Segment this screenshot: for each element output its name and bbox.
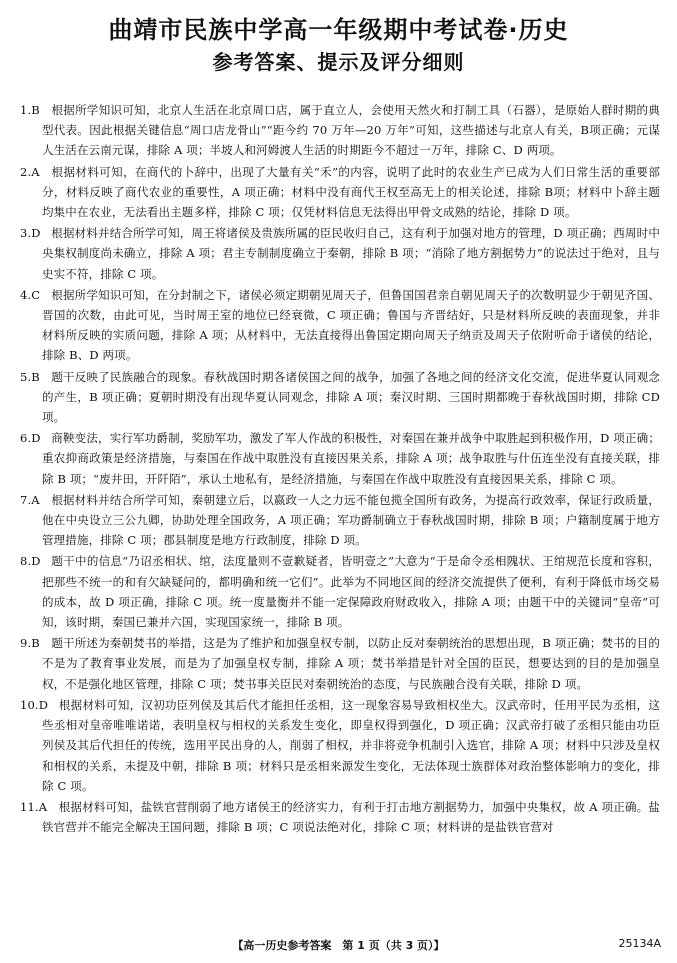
item-explanation: 根据材料可知，在商代的卜辞中，出现了大量有关“禾”的内容，说明了此时的农业生产已成为人们日常生活的重要部分，材料反映了商代农业的重要性，A 项正确；材料中没有商代王权至高无上的相关论述，排除 B项；材料中卜辞主题均集中在农业，无法看出主题多样，排除 C 项；仅凭材料信息无法得出甲骨文成熟的结论，排除 D 项。 [42, 164, 660, 220]
item-answer: B [31, 636, 40, 651]
answer-item [20, 428, 660, 489]
item-explanation: 题干中的信息“乃诏丞相状、绾，法度量则不壹歉疑者，皆明壹之”大意为“于是命令丞相隗状、王绾规范长度和容积，把那些不统一的和有欠缺疑问的，都明确和统一它们”。此举为不同地区间的经济交流提供了便利，有利于降低市场交易的成本，故 D 项正确，排除 C 项。统一度量衡并不能一定保障政府财政收入，排除 A 项；由题干中的关键词“皇帝”可知，该时期，秦国已兼并六国，实现国家统一，排除 B 项。 [42, 554, 660, 630]
item-explanation: 根据材料可知，盐铁官营削弱了地方诸侯王的经济实力，有利于打击地方割据势力，加强中央集权，故 A 项正确。盐铁官营并不能完全解决王国问题，排除 B 项；C 项说法绝对化，排除 C 项；材料讲的是盐铁官营对 [42, 799, 660, 835]
item-explanation: 题干所述为秦朝焚书的举措，这是为了维护和加强皇权专制，以防止反对秦朝统治的思想出现，B 项正确；焚书的目的不是为了教育事业发展，而是为了加强皇权专制，排除 A 项；焚书举措是针对全国的臣民，想要达到的目的是加强皇权，不是强化地区管理，排除 C 项；焚书事关臣民对秦朝统治的态度，与民族融合没有关联，排除 D 项。 [42, 636, 660, 691]
footer-paper-code: 25134A [618, 937, 661, 950]
item-explanation: 根据材料并结合所学可知，秦朝建立后，以嬴政一人之力远不能包揽全国所有政务，为提高行政效率，保证行政质量，他在中央设立三公九卿，协助处理全国政务，A 项正确；军功爵制确立于春秋战国时期，排除 B 项；户籍制度属于地方管理措施，排除 C 项；郡县制度是地方行政制度，排除 D 项。 [42, 492, 660, 548]
item-number: 7. [20, 492, 32, 507]
item-answer: D [31, 431, 41, 446]
item-answer: A [38, 799, 48, 814]
answer-item [20, 100, 660, 161]
answer-item [20, 223, 660, 284]
answer-item [20, 633, 660, 694]
item-number: 1. [20, 103, 32, 117]
answer-item [20, 367, 660, 428]
answer-item [20, 285, 660, 366]
item-answer: D [31, 554, 41, 569]
answer-item [20, 551, 660, 632]
item-number: 9. [20, 636, 32, 651]
item-explanation: 根据所学知识可知，北京人生活在北京周口店，属于直立人，会使用天然火和打制工具（石器），是原始人群时期的典型代表。因此根据关键信息“周口店龙骨山”“距今约 70 万年—20 万年”可知，这些描述与北京人有关，B项正确；元谋人生活在云南元谋，排除 A 项；半坡人和河姆渡人生活的时期距今不超过一万年，排除 C、D 两项。 [42, 103, 660, 158]
footer-page-info: 【高一历史参考答案 第 1 页（共 3 页）】 [232, 939, 445, 952]
item-answer: A [31, 492, 40, 507]
answer-item [20, 797, 660, 837]
item-explanation: 根据材料并结合所学可知，周王将诸侯及贵族所属的臣民收归自己，这有利于加强对地方的管理，D 项正确；西周时中央集权制度尚未确立，排除 A 项；君主专制制度确立于秦朝，排除 B 项；“消除了地方割据势力”的说法过于绝对，且与史实不符，排除 C 项。 [42, 226, 660, 281]
page-subtitle: 参考答案、提示及评分细则 [212, 50, 465, 74]
item-answer: A [31, 164, 40, 179]
item-number: 2. [20, 164, 32, 179]
item-answer: D [31, 226, 41, 241]
item-explanation: 题干反映了民族融合的现象。春秋战国时期各诸侯国之间的战争，加强了各地之间的经济文化交流，促进华夏认同观念的产生，B 项正确；夏朝时期没有出现华夏认同观念，排除 A 项；秦汉时期、三国时期都晚于春秋战国时期，排除 CD 项。 [42, 369, 660, 425]
item-answer: B [31, 369, 40, 384]
item-number: 4. [20, 287, 32, 302]
item-number: 5. [20, 369, 32, 384]
answer-item [20, 695, 660, 796]
item-answer: D [38, 697, 49, 712]
item-explanation: 商鞅变法，实行军功爵制，奖励军功，激发了军人作战的积极性，对秦国在兼并战争中取胜起到积极作用，D 项正确；重农抑商政策是经济措施，与秦国在作战中取胜没有直接因果关系，排除 A 项；战争取胜与什伍连坐没有直接关联，排除 B 项；“废井田，开阡陌”，承认土地私有，是经济措施，与秦国在作战中取胜没有直接因果关系，排除 C 项。 [42, 431, 660, 486]
item-number: 10. [20, 697, 39, 712]
item-number: 6. [20, 431, 32, 446]
page-title: 曲靖市民族中学高一年级期中考试卷·历史 [108, 16, 569, 44]
item-answer: B [31, 103, 40, 117]
answer-item [20, 162, 660, 223]
answer-item [20, 490, 660, 551]
item-explanation: 根据材料可知，汉初功臣列侯及其后代才能担任丞相，这一现象容易导致相权坐大。汉武帝时，任用平民为丞相，这些丞相对皇帝唯唯诺诺，表明皇权与相权的关系发生变化，即皇权得到强化，D 项正确；汉武帝打破了丞相只能由功臣列侯及其后代担任的传统，选用平民出身的人，削弱了相权，并非将竞争机制引入选官，排除 A 项；材料中只涉及皇权和相权的关系，未提及中朝，排除 B 项；材料只是丞相来源发生变化，无法体现士族群体对政治整体影响力的变化，排除 C 项。 [42, 697, 660, 793]
item-answer: C [31, 287, 41, 302]
item-explanation: 根据所学知识可知，在分封制之下，诸侯必须定期朝见周天子，但鲁国国君亲自朝见周天子的次数明显少于朝见齐国、晋国的次数，由此可见，当时周王室的地位已经衰微，C 项正确；鲁国与齐晋结好，只是材料所反映的表面现象，并非材料所反映的实质问题，排除 A 项；从材料中，无法直接得出鲁国定期向周天子纳贡及周天子依附听命于诸侯的结论，排除 B、D 两项。 [42, 287, 660, 363]
answer-list [20, 100, 660, 838]
item-number: 11. [20, 799, 39, 814]
item-number: 8. [20, 554, 32, 569]
page-footer [0, 937, 677, 955]
item-number: 3. [20, 226, 32, 241]
